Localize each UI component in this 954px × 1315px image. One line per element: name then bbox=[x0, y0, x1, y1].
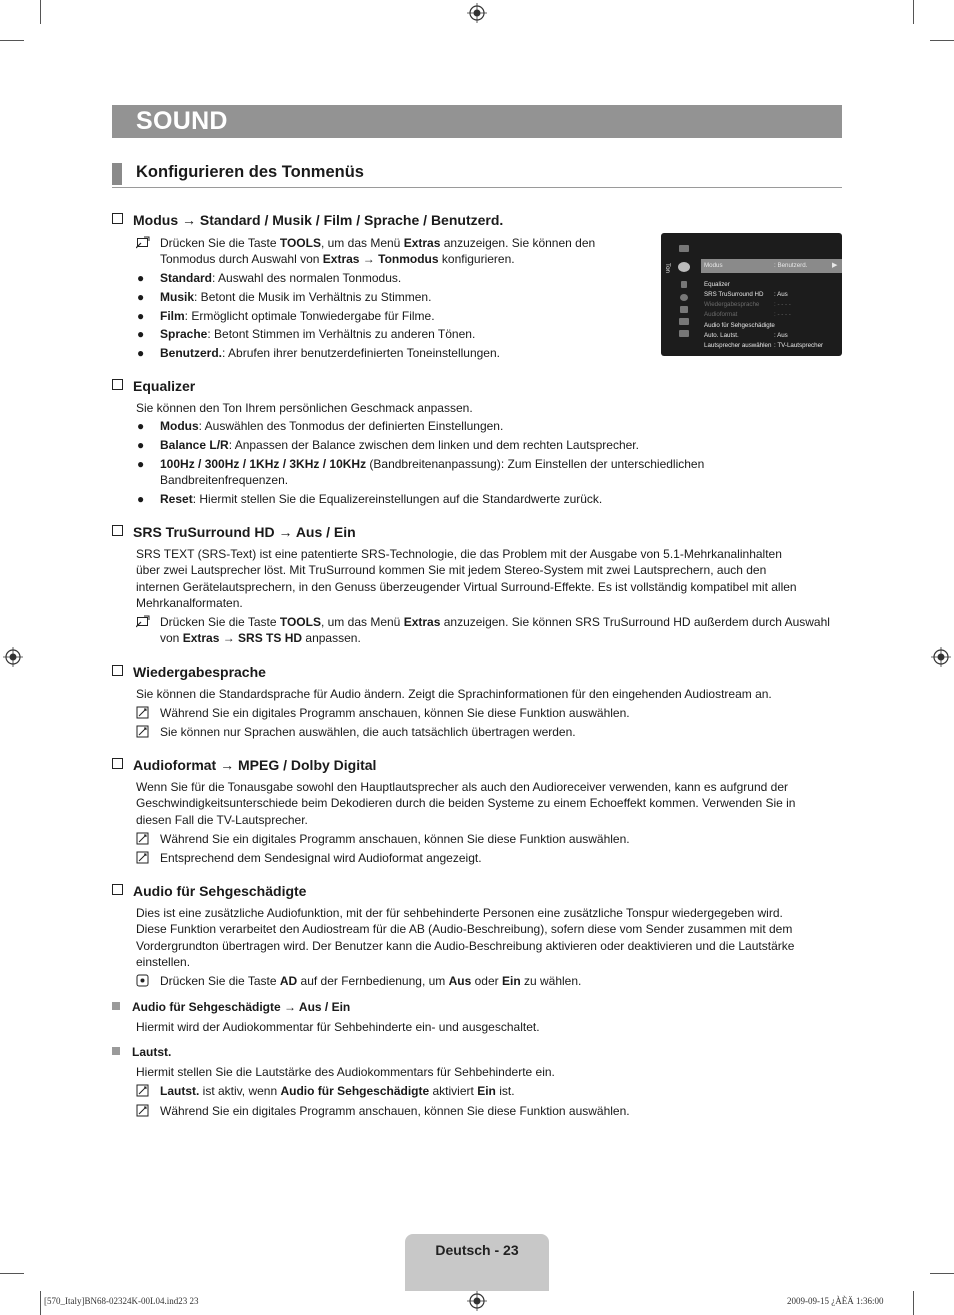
picture-menu-icon bbox=[679, 245, 689, 252]
list-item: ● Standard: Auswahl des normalen Tonmodus. bbox=[137, 271, 402, 285]
application-menu-icon bbox=[679, 318, 689, 325]
remote-button-icon bbox=[136, 974, 150, 987]
support-menu-icon bbox=[679, 330, 689, 337]
registration-mark-icon bbox=[931, 647, 951, 667]
list-item: ● Reset: Hiermit stellen Sie die Equalizereinstellungen auf die Standardwerte zurück. bbox=[137, 492, 603, 506]
heading-equalizer: Equalizer bbox=[112, 378, 195, 394]
tools-icon bbox=[136, 236, 150, 249]
registration-mark-icon bbox=[467, 1291, 487, 1311]
note-icon bbox=[136, 1084, 150, 1097]
osd-row-value: : - - - - bbox=[774, 301, 791, 308]
osd-row-label: Audioformat bbox=[704, 311, 738, 318]
osd-side-label: Ton bbox=[664, 263, 671, 273]
crop-mark bbox=[40, 1291, 41, 1315]
note: Entsprechend dem Sendesignal wird Audioformat angezeigt. bbox=[136, 850, 841, 866]
paragraph: Dies ist eine zusätzliche Audiofunktion, mit der für sehbehinderte Personen eine zusätzliche Tonspur wiedergegeben wird. Diese Funktion verarbeitet den Audiostream für die AB (Audio-Beschreibung), sofern diese vom Sender zusammen mit dem Vordergrundton übertragen wird. Der Benutzer kann die Audio-Beschreibung aktivieren oder deaktivieren und die Lautstärke einstellen. bbox=[136, 906, 795, 969]
osd-row-label: Modus bbox=[704, 262, 723, 269]
note-tools-srs: Drücken Sie die Taste TOOLS, um das Menü Extras anzuzeigen. Sie können SRS TruSurround HD außerdem durch Auswahl von Extras → SRS TS HD anpassen. bbox=[136, 614, 841, 647]
section-title: Konfigurieren des Tonmenüs bbox=[136, 163, 364, 181]
subheading: Audio für Sehgeschädigte → Aus / Ein bbox=[112, 1000, 350, 1014]
osd-row-value: : Benutzerd. bbox=[774, 262, 808, 269]
list-item: ● Sprache: Betont Stimmen im Verhältnis zu anderen Tönen. bbox=[137, 327, 476, 341]
list-item: ● Balance L/R: Anpassen der Balance zwischen dem linken und dem rechten Lautsprecher. bbox=[137, 438, 639, 452]
note: Während Sie ein digitales Programm anschauen, können Sie diese Funktion auswählen. bbox=[136, 1103, 841, 1119]
paragraph: Wenn Sie für die Tonausgabe sowohl den Hauptlautsprecher als auch den Audioreceiver verwenden, kann es aufgrund der Geschwindigkeitsunterschiede beim Dekodieren durch die beiden Systeme zu einem Echoeffekt kommen. Verwenden Sie in diesen Fall die TV-Lautsprecher. bbox=[136, 780, 796, 827]
channel-menu-icon bbox=[681, 281, 687, 288]
heading-audioformat: Audioformat → MPEG / Dolby Digital bbox=[112, 757, 376, 773]
checkbox-icon bbox=[112, 379, 123, 390]
page-number-tab bbox=[405, 1234, 549, 1291]
crop-mark bbox=[0, 1273, 24, 1274]
paragraph: Hiermit wird der Audiokommentar für Sehbehinderte ein- und ausgeschaltet. bbox=[136, 1020, 540, 1034]
registration-mark-icon bbox=[467, 3, 487, 23]
square-bullet-icon bbox=[112, 1002, 120, 1010]
osd-row-value: : Aus bbox=[774, 291, 788, 298]
setup-menu-icon bbox=[680, 294, 688, 301]
note: Während Sie ein digitales Programm anschauen, können Sie diese Funktion auswählen. bbox=[136, 705, 841, 721]
note: Lautst. ist aktiv, wenn Audio für Sehgeschädigte aktiviert Ein ist. bbox=[136, 1083, 841, 1099]
print-slug-right: 2009-09-15 ¿ÀÈÄ 1:36:00 bbox=[787, 1296, 884, 1306]
crop-mark bbox=[930, 40, 954, 41]
note: Sie können nur Sprachen auswählen, die auch tatsächlich übertragen werden. bbox=[136, 724, 841, 740]
paragraph: Sie können den Ton Ihrem persönlichen Geschmack anpassen. bbox=[136, 401, 473, 415]
note-tools-modus: Drücken Sie die Taste TOOLS, um das Menü Extras anzuzeigen. Sie können den Tonmodus durch Auswahl von Extras → Tonmodus konfigurieren. bbox=[136, 235, 616, 268]
osd-row-label: Audio für Sehgeschädigte bbox=[704, 322, 775, 329]
checkbox-icon bbox=[112, 213, 123, 224]
heading-wiedergabesprache: Wiedergabesprache bbox=[112, 664, 266, 680]
list-item: ● Modus: Auswählen des Tonmodus der definierten Einstellungen. bbox=[137, 419, 504, 433]
list-item: ● Benutzerd.: Abrufen ihrer benutzerdefinierten Toneinstellungen. bbox=[137, 346, 500, 360]
osd-row-label: SRS TruSurround HD bbox=[704, 291, 764, 298]
osd-row-label: Equalizer bbox=[704, 281, 730, 288]
list-item: ● Musik: Betont die Musik im Verhältnis zu Stimmen. bbox=[137, 290, 432, 304]
crop-mark bbox=[913, 0, 914, 24]
note-icon bbox=[136, 832, 150, 845]
list-item: ● Film: Ermöglicht optimale Tonwiedergabe für Filme. bbox=[137, 309, 435, 323]
note-icon bbox=[136, 851, 150, 864]
subheading: Lautst. bbox=[112, 1045, 171, 1059]
tools-icon bbox=[136, 615, 150, 628]
page-banner bbox=[112, 105, 842, 138]
note-icon bbox=[136, 725, 150, 738]
paragraph: SRS TEXT (SRS-Text) ist eine patentierte SRS-Technologie, die das Problem mit der Ausgabe von 5.1-Mehrkanalinhalten über zwei Lautsprecher löst. Mit TruSurround kommen Sie mit jedem Stereo-System mit zwei Lautsprechern, auch den internen Gerätelautsprechern, in den Genuss überzeugender Virtual Surround-Effekte. Es ist vollständig kompatibel mit allen Mehrkanalformaten. bbox=[136, 547, 797, 610]
osd-row-label: Wiedergabesprache bbox=[704, 301, 760, 308]
section-header bbox=[112, 161, 842, 188]
crop-mark bbox=[0, 40, 24, 41]
heading-modus: Modus → Standard / Musik / Film / Sprache / Benutzerd. bbox=[112, 212, 503, 228]
print-slug-left: [570_Italy]BN68-02324K-00L04.ind23 23 bbox=[44, 1296, 199, 1306]
osd-arrow-icon: ▶ bbox=[832, 262, 838, 269]
note-icon bbox=[136, 706, 150, 719]
banner-title: SOUND bbox=[136, 107, 228, 135]
checkbox-icon bbox=[112, 758, 123, 769]
note-remote: Drücken Sie die Taste AD auf der Fernbedienung, um Aus oder Ein zu wählen. bbox=[136, 973, 841, 989]
paragraph: Hiermit stellen Sie die Lautstärke des Audiokommentars für Sehbehinderte ein. bbox=[136, 1065, 555, 1079]
section-bar bbox=[112, 163, 122, 185]
checkbox-icon bbox=[112, 884, 123, 895]
page-number: Deutsch - 23 bbox=[435, 1242, 519, 1258]
note: Während Sie ein digitales Programm anschauen, können Sie diese Funktion auswählen. bbox=[136, 831, 841, 847]
square-bullet-icon bbox=[112, 1047, 120, 1055]
osd-row-label: Auto. Lautst. bbox=[704, 332, 739, 339]
osd-row-value: : Aus bbox=[774, 332, 788, 339]
note-icon bbox=[136, 1104, 150, 1117]
crop-mark bbox=[40, 0, 41, 24]
heading-srs: SRS TruSurround HD → Aus / Ein bbox=[112, 524, 356, 540]
list-item: ● 100Hz / 300Hz / 1KHz / 3KHz / 10KHz (Bandbreitenanpassung): Zum Einstellen der unterschiedlichen Bandbreitenfrequenzen. bbox=[137, 457, 705, 488]
osd-row-value: : - - - - bbox=[774, 311, 791, 318]
tv-menu-screenshot bbox=[661, 233, 842, 356]
osd-row-value: : TV-Lautsprecher bbox=[774, 342, 824, 349]
crop-mark bbox=[930, 1273, 954, 1274]
osd-row-label: Lautsprecher auswählen bbox=[704, 342, 772, 349]
checkbox-icon bbox=[112, 665, 123, 676]
sound-menu-icon bbox=[678, 262, 690, 272]
checkbox-icon bbox=[112, 525, 123, 536]
paragraph: Sie können die Standardsprache für Audio ändern. Zeigt die Sprachinformationen für den eingehenden Audiostream an. bbox=[136, 687, 772, 701]
registration-mark-icon bbox=[3, 647, 23, 667]
heading-audio-sehgeschaedigte: Audio für Sehgeschädigte bbox=[112, 883, 306, 899]
input-menu-icon bbox=[680, 306, 688, 313]
crop-mark bbox=[913, 1291, 914, 1315]
